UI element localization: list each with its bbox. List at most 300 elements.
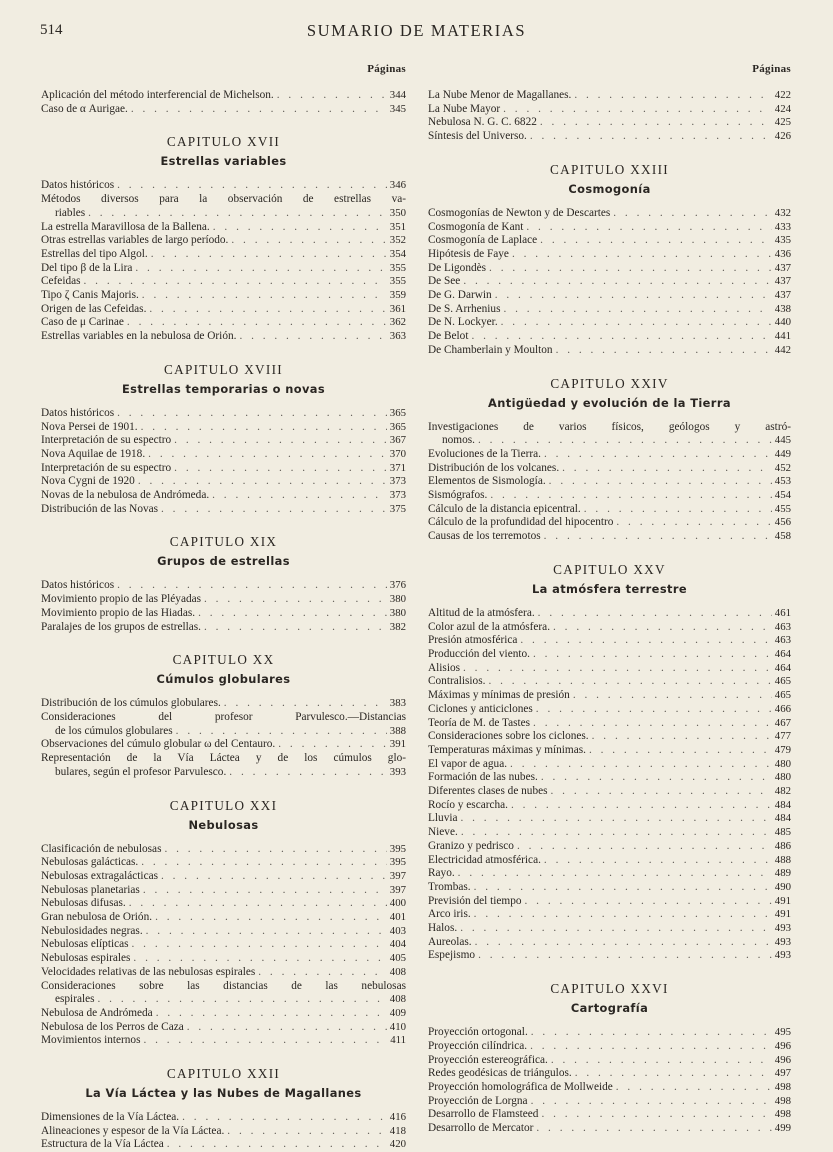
entry-page-number: 467 <box>774 716 791 729</box>
dot-leader <box>182 1111 387 1125</box>
entry-page-number: 420 <box>389 1138 406 1151</box>
dot-leader <box>613 207 772 221</box>
dot-leader <box>541 771 772 785</box>
entry-title: Dimensiones de la Vía Láctea. <box>41 1111 180 1124</box>
entry-title: Formación de las nubes. <box>428 771 538 784</box>
toc-entry <box>41 966 406 980</box>
toc-entry-continued <box>41 752 406 766</box>
entry-page-number: 393 <box>389 765 406 778</box>
toc-entry <box>428 895 791 909</box>
entry-page-number: 493 <box>774 922 791 935</box>
dot-leader <box>544 530 772 544</box>
entry-title: Proyección de Lorgna <box>428 1094 528 1107</box>
dot-leader <box>84 275 387 289</box>
entry-title: La estrella Maravillosa de la Ballena. <box>41 220 210 233</box>
entry-title: Cosmogonía de Kant <box>428 220 524 233</box>
entry-page-number: 395 <box>389 842 406 855</box>
entry-title: Consideraciones del profesor Parvulesco.—Distancias <box>41 710 406 723</box>
entry-page-number: 497 <box>774 1067 791 1080</box>
entry-title: Nebulosa N. G. C. 6822 <box>428 116 537 129</box>
entry-title: Desarrollo de Flamsteed <box>428 1108 539 1121</box>
entry-page-number: 435 <box>774 234 791 247</box>
dot-leader <box>592 730 772 744</box>
chapter-heading: CAPITULO XIX <box>169 534 278 550</box>
dot-leader <box>556 344 772 358</box>
entry-page-number: 370 <box>389 447 406 460</box>
entry-page-number: 489 <box>774 867 791 880</box>
entry-title: Nebulosas difusas. <box>41 897 126 910</box>
entry-page-number: 352 <box>389 234 406 247</box>
entry-title: Nieve. <box>428 826 458 839</box>
entry-page-number: 498 <box>774 1108 791 1121</box>
dot-leader <box>540 116 772 130</box>
entry-title: Previsión del tiempo <box>428 894 522 907</box>
entry-page-number: 422 <box>774 89 791 101</box>
dot-leader <box>510 758 772 772</box>
entry-title: Cálculo de la distancia epicentral. <box>428 502 581 515</box>
dot-leader <box>127 316 387 330</box>
entry-title: Interpretación de su espectro <box>41 461 172 474</box>
chapter-subtitle: Estrellas temporarias o novas <box>121 381 326 396</box>
dot-leader <box>616 1081 772 1095</box>
entry-page-number: 438 <box>774 302 791 315</box>
toc-entry <box>41 475 406 489</box>
entry-title: Aplicación del método interferencial de Michelson. <box>41 89 274 101</box>
dot-leader <box>503 303 771 317</box>
entry-page-number: 424 <box>774 102 791 115</box>
dot-leader <box>224 697 387 711</box>
entry-title: Métodos diversos para la observación de estrellas va- <box>41 193 406 206</box>
toc-entry <box>428 675 791 689</box>
toc-entry <box>428 503 791 517</box>
toc-entry <box>428 475 791 489</box>
dot-leader <box>562 462 772 476</box>
toc-entry <box>41 697 406 711</box>
toc-entry <box>41 503 406 517</box>
entry-title: Alineaciones y espesor de la Vía Láctea. <box>41 1124 225 1137</box>
toc-entry <box>428 516 791 530</box>
chapter-heading: CAPITULO XVII <box>166 134 281 150</box>
toc-entry <box>428 530 791 544</box>
toc-entry <box>428 799 791 813</box>
entry-page-number: 380 <box>389 606 406 619</box>
toc-entry <box>428 1040 791 1054</box>
toc-entry <box>41 925 406 939</box>
dot-leader <box>204 593 387 607</box>
dot-leader <box>132 938 387 952</box>
entry-title: Movimiento propio de las Hiadas. <box>41 606 196 619</box>
toc-entry <box>428 689 791 703</box>
entry-page-number: 371 <box>389 461 406 474</box>
dot-leader <box>278 738 387 752</box>
dot-leader <box>488 675 771 689</box>
dot-leader <box>478 434 772 448</box>
toc-entry <box>428 207 791 221</box>
entry-page-number: 346 <box>389 179 406 192</box>
dot-leader <box>460 922 772 936</box>
dot-leader <box>520 634 771 648</box>
page-header <box>0 20 833 44</box>
toc-entry <box>428 303 791 317</box>
dot-leader <box>525 895 772 909</box>
entry-title: Nova Cygni de 1920 <box>41 475 135 488</box>
entry-title: Movimientos internos <box>41 1034 141 1047</box>
dot-leader <box>143 884 387 898</box>
dot-leader <box>544 448 772 462</box>
entry-title: De Belot <box>428 330 469 343</box>
entry-title: Producción del viento. <box>428 647 530 660</box>
entry-page-number: 426 <box>774 130 791 143</box>
dot-leader <box>167 1138 387 1152</box>
dot-leader <box>503 103 772 117</box>
dot-leader <box>213 221 387 235</box>
entry-page-number: 463 <box>774 634 791 647</box>
toc-entry <box>428 1095 791 1109</box>
entry-page-number: 454 <box>774 489 791 502</box>
dot-leader <box>584 503 772 517</box>
dot-leader <box>117 579 387 593</box>
entry-title: Trombas. <box>428 880 471 893</box>
toc-entry <box>428 922 791 936</box>
entry-page-number: 373 <box>389 475 406 488</box>
dot-leader <box>540 234 772 248</box>
chapter-subtitle: Cartografía <box>570 1001 649 1016</box>
toc-entry <box>428 949 791 963</box>
entry-title: Proyección homolográfica de Mollweide <box>428 1080 613 1093</box>
entry-title: De Chamberlain y Moulton <box>428 343 553 356</box>
dot-leader <box>174 462 387 476</box>
entry-title: Espejismo <box>428 949 476 962</box>
toc-entry <box>41 421 406 435</box>
entry-page-number: 456 <box>774 516 791 529</box>
entry-page-number: 362 <box>389 316 406 329</box>
entry-title: Halos. <box>428 922 458 935</box>
toc-entry <box>41 856 406 870</box>
entry-page-number: 400 <box>389 897 406 910</box>
toc-entry <box>41 884 406 898</box>
dot-leader <box>526 221 771 235</box>
toc-entry <box>428 881 791 895</box>
entry-title: Nebulosa de los Perros de Caza <box>41 1020 184 1033</box>
entry-page-number: 449 <box>774 447 791 460</box>
dot-leader <box>161 870 387 884</box>
dot-leader <box>573 689 772 703</box>
entry-page-number: 442 <box>774 343 791 356</box>
dot-leader <box>530 130 772 144</box>
entry-page-number: 397 <box>389 883 406 896</box>
dot-leader <box>551 1054 772 1068</box>
entry-title: Nebulosidades negras. <box>41 924 143 937</box>
dot-leader <box>229 766 387 780</box>
entry-title: Arco iris. <box>428 908 471 921</box>
dot-leader <box>530 1040 772 1054</box>
entry-page-number: 479 <box>774 743 791 756</box>
entry-title: Estructura de la Vía Láctea <box>41 1138 164 1151</box>
dot-leader <box>142 289 387 303</box>
entry-page-number: 445 <box>774 434 791 447</box>
entry-page-number: 401 <box>389 911 406 924</box>
toc-entry <box>41 738 406 752</box>
entry-title: Cefeidas <box>41 275 81 288</box>
entry-page-number: 496 <box>774 1053 791 1066</box>
chapter-subtitle: La Vía Láctea y las Nubes de Magallanes <box>85 1086 362 1101</box>
dot-leader <box>156 1007 387 1021</box>
toc-entry <box>428 221 791 235</box>
entry-page-number: 480 <box>774 757 791 770</box>
entry-title: Causas de los terremotos <box>428 530 541 543</box>
dot-leader <box>198 607 387 621</box>
entry-title: De See <box>428 275 461 288</box>
dot-leader <box>511 799 772 813</box>
dot-leader <box>531 1095 772 1109</box>
dot-leader <box>227 1125 387 1139</box>
dot-leader <box>155 911 387 925</box>
dot-leader <box>88 207 387 221</box>
entry-page-number: 466 <box>774 702 791 715</box>
entry-title: Interpretación de su espectro <box>41 434 172 447</box>
toc-entry <box>428 744 791 758</box>
toc-entry <box>428 116 791 130</box>
toc-entry <box>41 448 406 462</box>
dot-leader <box>212 489 387 503</box>
chapter-subtitle: Grupos de estrellas <box>157 554 290 569</box>
entry-page-number: 498 <box>774 1080 791 1093</box>
dot-leader <box>478 949 772 963</box>
entry-page-number: 408 <box>389 965 406 978</box>
toc-entry <box>428 936 791 950</box>
entry-title: Proyección ortogonal. <box>428 1026 528 1039</box>
dot-leader <box>461 812 772 826</box>
entry-page-number: 491 <box>774 908 791 921</box>
dot-leader <box>131 103 387 117</box>
entry-page-number: 344 <box>389 89 406 101</box>
entry-page-number: 490 <box>774 880 791 893</box>
entry-page-number: 409 <box>389 1006 406 1019</box>
dot-leader <box>239 330 386 344</box>
entry-title: Origen de las Cefeidas. <box>41 302 147 315</box>
entry-page-number: 355 <box>389 275 406 288</box>
entry-title: Datos históricos <box>41 406 115 419</box>
dot-leader <box>161 503 387 517</box>
entry-page-number: 485 <box>774 826 791 839</box>
toc-entry <box>41 303 406 317</box>
entry-page-number: 495 <box>774 1026 791 1039</box>
entry-page-number: 425 <box>774 116 791 129</box>
entry-title: Contralisios. <box>428 675 486 688</box>
toc-entry <box>428 703 791 717</box>
toc-entry <box>41 897 406 911</box>
entry-title: Elementos de Sismología. <box>428 475 546 488</box>
toc-entry <box>428 1122 791 1136</box>
entry-page-number: 359 <box>389 289 406 302</box>
entry-title: Desarrollo de Mercator <box>428 1122 534 1135</box>
dot-leader <box>187 1021 387 1035</box>
dot-leader <box>141 856 387 870</box>
toc-entry <box>428 662 791 676</box>
toc-entry <box>428 448 791 462</box>
entry-page-number: 351 <box>389 220 406 233</box>
toc-entry <box>41 275 406 289</box>
entry-title: Nebulosas planetarias <box>41 883 140 896</box>
toc-entry <box>41 179 406 193</box>
toc-entry <box>428 1026 791 1040</box>
entry-page-number: 484 <box>774 812 791 825</box>
toc-entry-continued <box>428 421 791 435</box>
toc-list-right <box>428 89 791 1136</box>
dot-leader <box>98 993 387 1007</box>
toc-entry-continued <box>41 711 406 725</box>
dot-leader <box>616 516 771 530</box>
entry-title: Cálculo de la profundidad del hipocentro <box>428 516 614 529</box>
toc-list-left <box>41 89 406 1152</box>
entry-title: Temperaturas máximas y mínimas. <box>428 743 586 756</box>
entry-page-number: 403 <box>389 924 406 937</box>
toc-entry <box>428 462 791 476</box>
dot-leader <box>517 840 772 854</box>
toc-entry <box>41 330 406 344</box>
toc-entry <box>41 489 406 503</box>
entry-title: Nova Persei de 1901. <box>41 420 138 433</box>
entry-page-number: 464 <box>774 661 791 674</box>
page-number: 514 <box>40 22 63 38</box>
entry-page-number: 437 <box>774 289 791 302</box>
toc-entry <box>428 785 791 799</box>
entry-page-number: 397 <box>389 869 406 882</box>
entry-page-number: 383 <box>389 697 406 710</box>
entry-title: espirales <box>55 993 95 1006</box>
toc-entry <box>41 221 406 235</box>
toc-entry <box>428 771 791 785</box>
toc-entry <box>428 130 791 144</box>
chapter-subtitle: Estrellas variables <box>160 154 287 169</box>
entry-title: Nova Aquilae de 1918. <box>41 447 146 460</box>
toc-entry-continued <box>41 980 406 994</box>
entry-page-number: 482 <box>774 785 791 798</box>
toc-entry <box>41 593 406 607</box>
entry-title: Redes geodésicas de triángulos. <box>428 1067 572 1080</box>
toc-entry <box>41 1138 406 1152</box>
toc-entry <box>428 908 791 922</box>
toc-entry <box>41 911 406 925</box>
entry-page-number: 376 <box>389 579 406 592</box>
entry-title: Evoluciones de la Tierra. <box>428 447 541 460</box>
toc-entry <box>428 826 791 840</box>
dot-leader <box>258 966 387 980</box>
entry-title: Rocío y escarcha. <box>428 798 508 811</box>
toc-entry <box>41 621 406 635</box>
dot-leader <box>551 785 772 799</box>
toc-entry <box>41 407 406 421</box>
entry-title: riables <box>55 206 86 219</box>
entry-title: bulares, según el profesor Parvulesco. <box>55 765 227 778</box>
entry-page-number: 461 <box>774 606 791 619</box>
dot-leader <box>471 330 771 344</box>
entry-title: Clasificación de nebulosas <box>41 842 162 855</box>
entry-title: La Nube Mayor <box>428 102 501 115</box>
entry-title: nomos. <box>442 434 475 447</box>
chapter-heading: CAPITULO XVIII <box>164 361 283 377</box>
entry-title: De Ligondès <box>428 261 487 274</box>
dot-leader <box>553 621 772 635</box>
entry-page-number: 493 <box>774 935 791 948</box>
toc-entry <box>428 867 791 881</box>
entry-page-number: 418 <box>389 1124 406 1137</box>
toc-entry <box>41 289 406 303</box>
entry-page-number: 486 <box>774 839 791 852</box>
toc-entry <box>41 579 406 593</box>
dot-leader <box>117 179 387 193</box>
entry-page-number: 367 <box>389 434 406 447</box>
toc-entry <box>41 725 406 739</box>
chapter-subtitle: Cúmulos globulares <box>156 672 291 687</box>
entry-title: El vapor de agua. <box>428 757 508 770</box>
dot-leader <box>164 843 386 857</box>
entry-title: Diferentes clases de nubes <box>428 785 548 798</box>
dot-leader <box>541 1108 771 1122</box>
dot-leader <box>176 725 387 739</box>
dot-leader <box>538 607 772 621</box>
toc-entry <box>41 993 406 1007</box>
dot-leader <box>151 248 387 262</box>
toc-entry <box>428 1108 791 1122</box>
dot-leader <box>489 262 772 276</box>
dot-leader <box>490 489 771 503</box>
dot-leader <box>149 303 386 317</box>
dot-leader <box>589 744 772 758</box>
entry-page-number: 496 <box>774 1039 791 1052</box>
entry-page-number: 373 <box>389 489 406 502</box>
entry-title: Investigaciones de varios físicos, geólogos y astró- <box>428 420 791 433</box>
toc-entry <box>428 1067 791 1081</box>
entry-title: Datos históricos <box>41 579 115 592</box>
chapter-subtitle: Nebulosas <box>188 817 259 832</box>
entry-page-number: 391 <box>389 738 406 751</box>
entry-page-number: 375 <box>389 502 406 515</box>
dot-leader <box>461 826 772 840</box>
entry-page-number: 411 <box>390 1034 406 1047</box>
entry-title: Hipótesis de Faye <box>428 247 509 260</box>
entry-title: Electricidad atmosférica. <box>428 853 541 866</box>
entry-page-number: 363 <box>389 330 406 343</box>
entry-title: Nebulosa de Andrómeda <box>41 1006 153 1019</box>
entry-page-number: 464 <box>774 647 791 660</box>
toc-entry <box>428 1054 791 1068</box>
toc-entry <box>428 234 791 248</box>
entry-title: Representación de la Vía Láctea y de los cúmulos glo- <box>41 752 406 765</box>
toc-entry <box>41 262 406 276</box>
entry-page-number: 436 <box>774 247 791 260</box>
entry-title: Color azul de la atmósfera. <box>428 620 551 633</box>
entry-title: Movimiento propio de las Pléyadas <box>41 593 202 606</box>
chapter-heading: CAPITULO XX <box>172 652 275 668</box>
entry-page-number: 480 <box>774 771 791 784</box>
toc-entry <box>41 1007 406 1021</box>
entry-title: Datos históricos <box>41 179 115 192</box>
pages-column-heading: Páginas <box>367 63 406 75</box>
entry-title: Distribución de los volcanes. <box>428 461 560 474</box>
entry-page-number: 499 <box>774 1122 791 1135</box>
entry-page-number: 440 <box>774 316 791 329</box>
entry-title: Granizo y pedrisco <box>428 839 514 852</box>
dot-leader <box>574 89 771 103</box>
entry-page-number: 365 <box>389 420 406 433</box>
chapter-subtitle: Cosmogonía <box>568 181 651 196</box>
chapter-heading: CAPITULO XXV <box>553 561 666 577</box>
toc-entry <box>428 854 791 868</box>
toc-entry <box>428 289 791 303</box>
toc-entry <box>428 89 791 103</box>
chapter-heading: CAPITULO XXIII <box>550 161 669 177</box>
